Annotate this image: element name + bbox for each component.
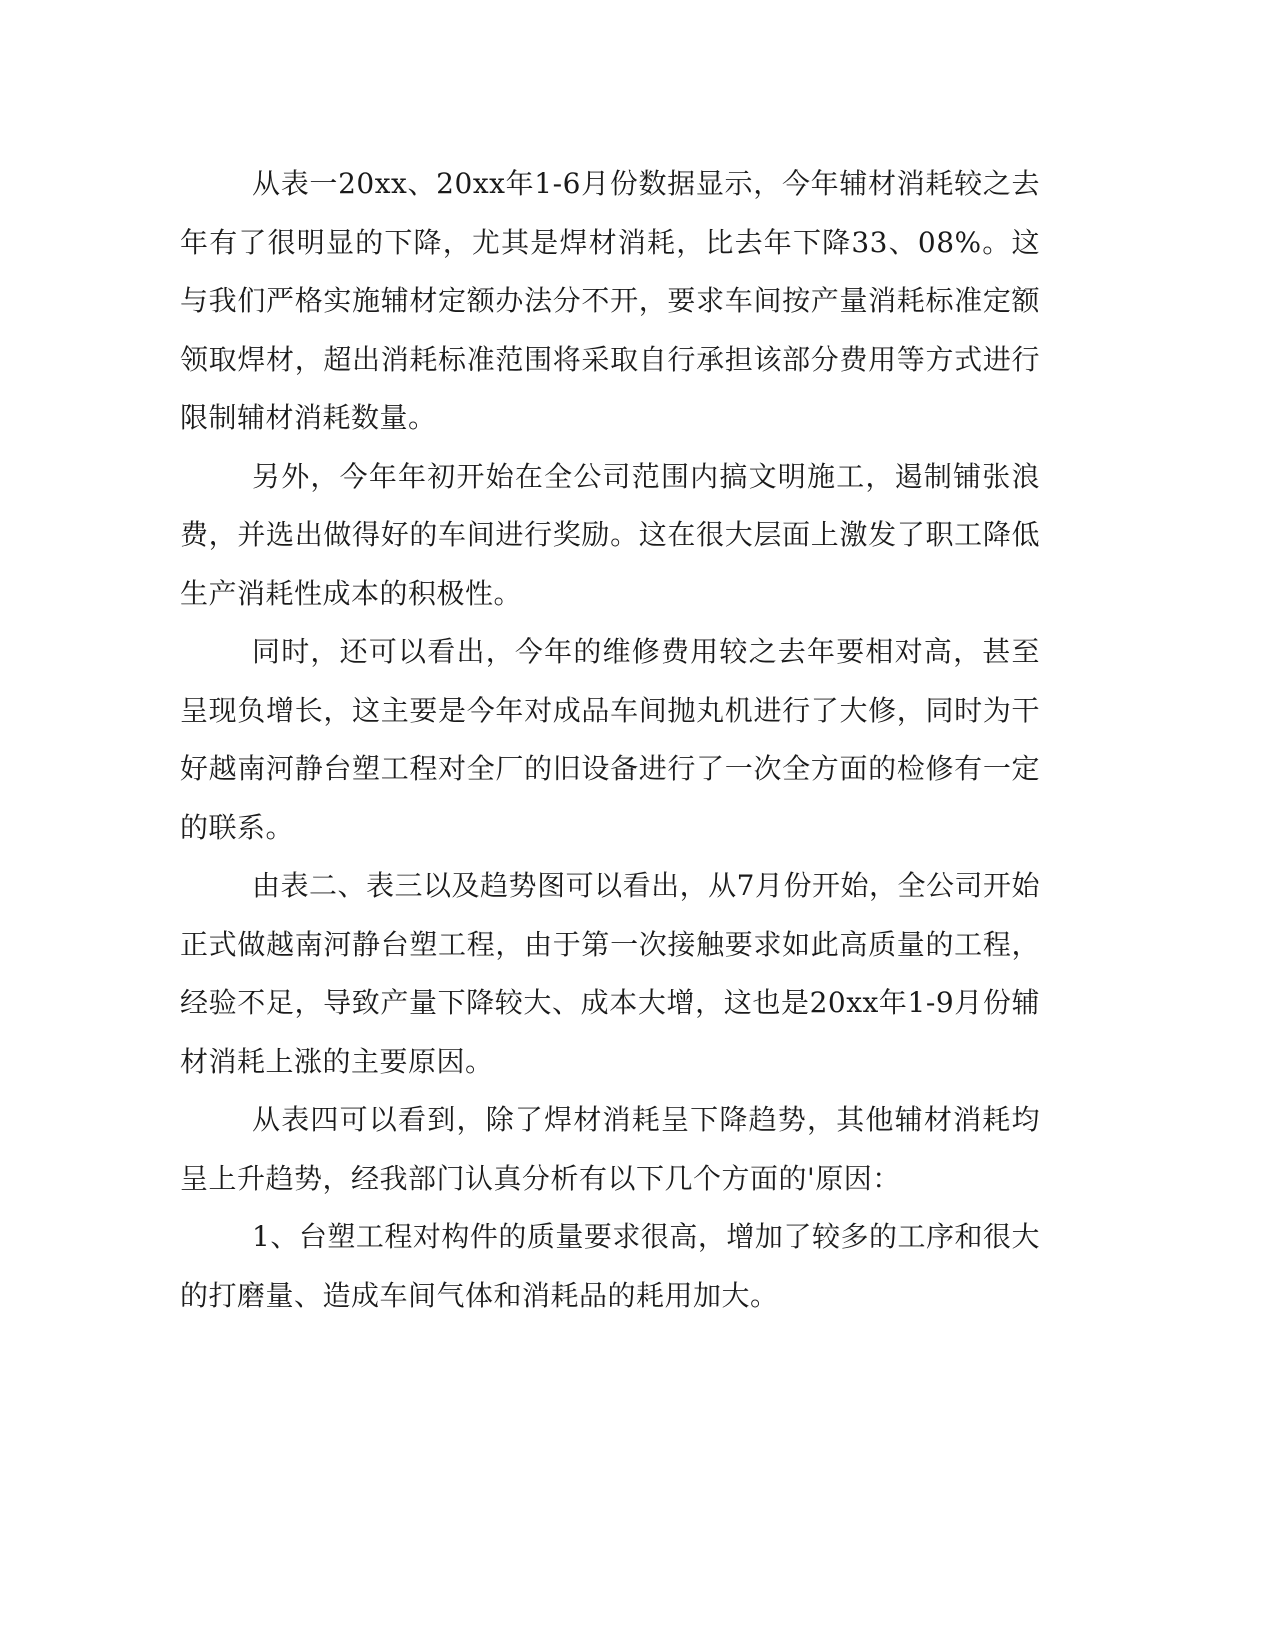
paragraph-3: 同时，还可以看出，今年的维修费用较之去年要相对高，甚至呈现负增长，这主要是今年对成品车间抛丸机进行了大修，同时为干好越南河静台塑工程对全厂的旧设备进行了一次全方面的检修有一定的联系。 bbox=[180, 635, 1040, 844]
paragraph-1: 从表一20xx、20xx年1-6月份数据显示，今年辅材消耗较之去年有了很明显的下降，尤其是焊材消耗，比去年下降33、08%。这与我们严格实施辅材定额办法分不开，要求车间按产量消耗标准定额领取焊材，超出消耗标准范围将采取自行承担该部分费用等方式进行限制辅材消耗数量。 bbox=[180, 167, 1040, 434]
paragraph-6: 1、台塑工程对构件的质量要求很高，增加了较多的工序和很大的打磨量、造成车间气体和消耗品的耗用加大。 bbox=[180, 1220, 1040, 1312]
paragraph-5: 从表四可以看到，除了焊材消耗呈下降趋势，其他辅材消耗均呈上升趋势，经我部门认真分析有以下几个方面的'原因： bbox=[180, 1103, 1040, 1195]
paragraph-2: 另外，今年年初开始在全公司范围内搞文明施工，遏制铺张浪费，并选出做得好的车间进行奖励。这在很大层面上激发了职工降低生产消耗性成本的积极性。 bbox=[180, 459, 1040, 610]
document-body bbox=[180, 155, 1040, 1325]
paragraph-4: 由表二、表三以及趋势图可以看出，从7月份开始，全公司开始正式做越南河静台塑工程，由于第一次接触要求如此高质量的工程，经验不足，导致产量下降较大、成本大增，这也是20xx年1-9月份辅材消耗上涨的主要原因。 bbox=[180, 869, 1040, 1078]
